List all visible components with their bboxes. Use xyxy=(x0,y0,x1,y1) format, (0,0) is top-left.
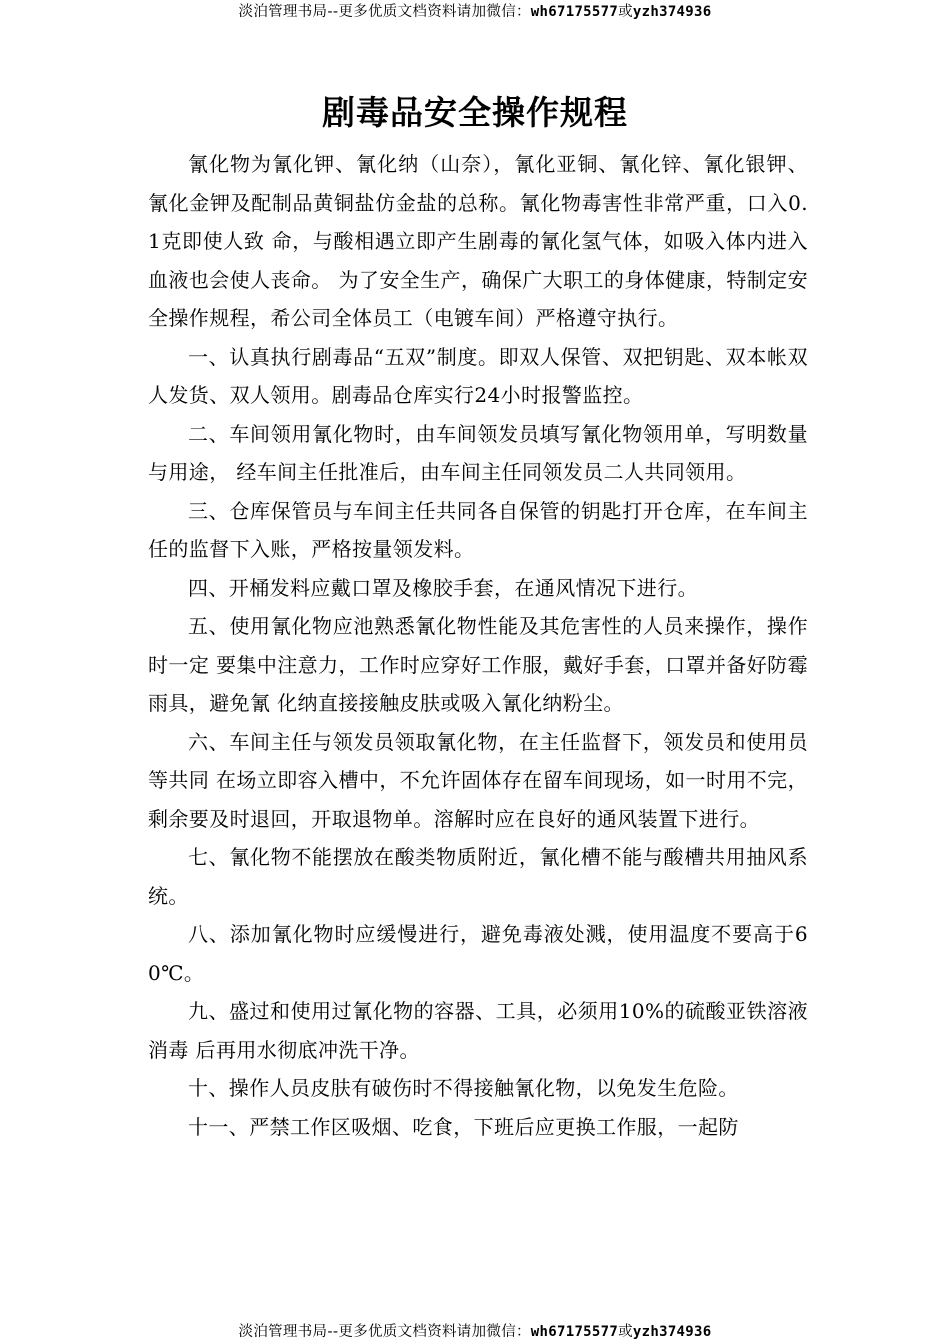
intro-paragraph: 氰化物为氰化钾、氰化纳（山奈），氰化亚铜、氰化锌、氰化银钾、氰化金钾及配制品黄铜盐仿金盐的总称。氰化物毒害性非常严重，口入0.1克即使人致 命，与酸相遇立即产生剧毒的氰化氢气体，如吸入体内进入血液也会使人丧命。 为了安全生产，确保广大职工的身体健康，特制定安全操作规程，希公司全体员工（电镀车间）严格遵守执行。 xyxy=(148,152,808,330)
rule-6: 六、车间主任与领发员领取氰化物，在主任监督下，领发员和使用员等共同 在场立即容入槽中，不允许固体存在留车间现场，如一时用不完，剩余要及时退回，开取退物单。溶解时应在良好的通风装置下进行。 xyxy=(148,729,808,831)
footer-wechat-id-2: yzh374936 xyxy=(632,1324,712,1340)
header-wechat-id-2: yzh374936 xyxy=(632,4,712,20)
page-header xyxy=(0,2,950,22)
rule-9: 九、盛过和使用过氰化物的容器、工具，必须用10%的硫酸亚铁溶液消毒 后再用水彻底冲洗干净。 xyxy=(148,999,808,1062)
rule-10: 十、操作人员皮肤有破伤时不得接触氰化物，以免发生危险。 xyxy=(188,1076,739,1100)
rule-1: 一、认真执行剧毒品“五双”制度。即双人保管、双把钥匙、双本帐双人发货、双人领用。剧毒品仓库实行24小时报警监控。 xyxy=(148,344,808,407)
page-footer xyxy=(0,1322,950,1342)
rule-2: 二、车间领用氰化物时，由车间领发员填写氰化物领用单，写明数量与用途， 经车间主任批准后，由车间主任同领发员二人共同领用。 xyxy=(148,421,808,484)
header-wechat-id-1: wh67175577 xyxy=(530,4,619,20)
rule-5: 五、使用氰化物应池熟悉氰化物性能及其危害性的人员来操作，操作时一定 要集中注意力，工作时应穿好工作服，戴好手套，口罩并备好防霉雨具，避免氰 化纳直接接触皮肤或吸入氰化纳粉尘。 xyxy=(148,614,808,715)
footer-text: 淡泊管理书局--更多优质文档资料请加微信： xyxy=(238,1324,531,1340)
rule-3: 三、仓库保管员与车间主任共同各自保管的钥匙打开仓库，在车间主任的监督下入账，严格按量领发料。 xyxy=(148,498,808,561)
footer-or: 或 xyxy=(618,1324,633,1340)
rule-4: 四、开桶发料应戴口罩及橡胶手套，在通风情况下进行。 xyxy=(188,575,698,600)
document-body xyxy=(148,145,808,1146)
header-or: 或 xyxy=(618,4,633,20)
rule-11: 十一、严禁工作区吸烟、吃食，下班后应更换工作服，一起防 xyxy=(188,1114,739,1139)
header-text: 淡泊管理书局--更多优质文档资料请加微信： xyxy=(238,4,531,20)
footer-wechat-id-1: wh67175577 xyxy=(530,1324,619,1340)
rule-8: 八、添加氰化物时应缓慢进行，避免毒液处溅，使用温度不要高于60℃。 xyxy=(148,922,808,985)
rule-7: 七、氰化物不能摆放在酸类物质附近，氰化槽不能与酸槽共用抽风系统。 xyxy=(148,845,808,908)
page-title: 剧毒品安全操作规程 xyxy=(322,93,628,132)
